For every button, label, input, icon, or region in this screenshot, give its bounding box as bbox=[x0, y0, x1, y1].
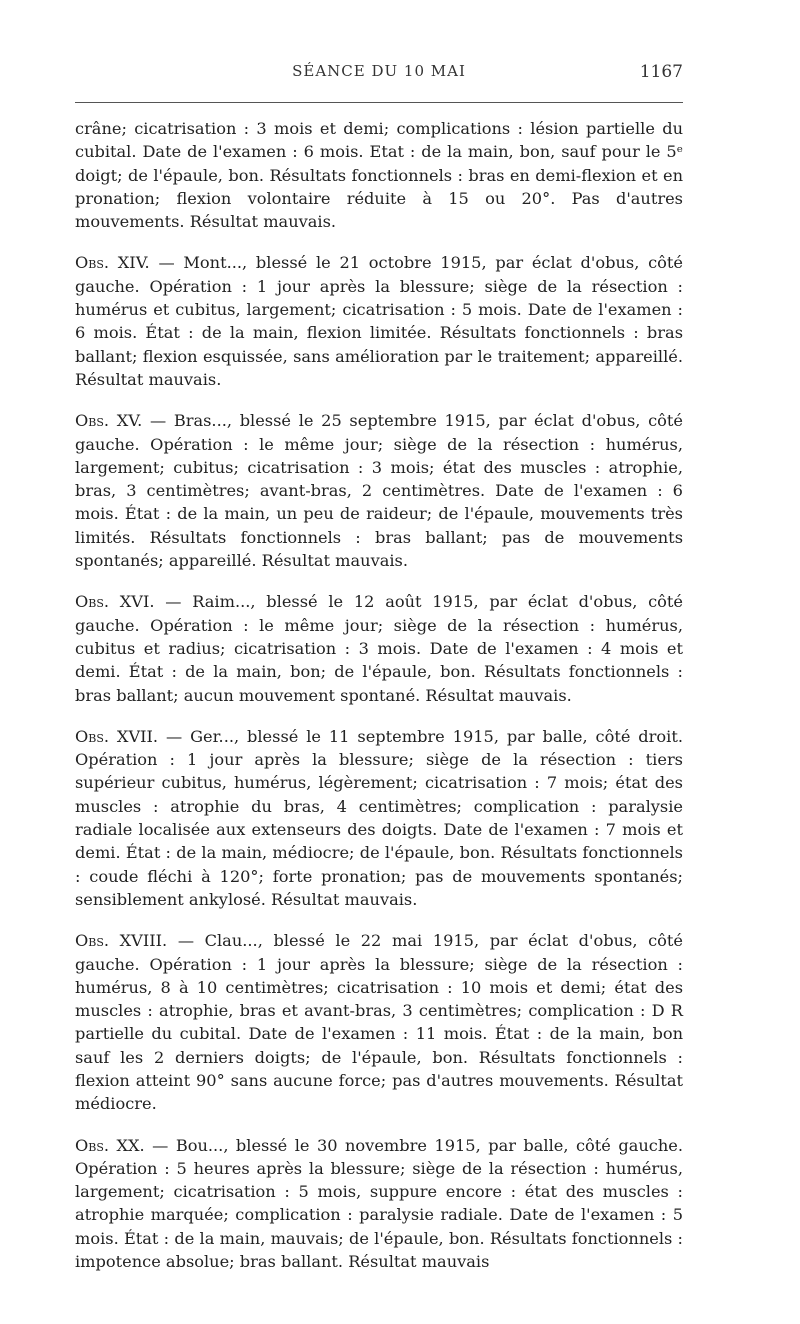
paragraph-text: crâne; cicatrisation : 3 mois et demi; complications : lésion partielle du cubital. Date de l'examen : 6 mois. Etat : de la main, bon, sauf pour le 5ᵉ doigt; de l'épaule, bon. Résultats fonctionnels : bras en demi-flexion et en pronation; flexion volontaire réduite à 15 ou 20°. Pas d'autres mouvements. Résultat mauvais. bbox=[75, 119, 683, 232]
observation-text: — Bras..., blessé le 25 septembre 1915, par éclat d'obus, côté gauche. Opération : le même jour; siège de la résection : humérus, largement; cubitus; cicatrisation : 3 mois; état des muscles : atrophie, bras, 3 centimètres; avant-bras, 2 centimètres. Date de l'examen : 6 mois. État : de la main, un peu de raideur; de l'épaule, mouvements très limités. Résultats fonctionnels : bras ballant; pas de mouvements spontanés; appareillé. Résultat mauvais. bbox=[75, 411, 683, 571]
observation-xv bbox=[75, 409, 683, 572]
body-text bbox=[75, 117, 683, 1291]
observation-xviii bbox=[75, 929, 683, 1115]
observation-text: — Raim..., blessé le 12 août 1915, par éclat d'obus, côté gauche. Opération : le même jour; siège de la résection : humérus, cubitus et radius; cicatrisation : 3 mois. Date de l'examen : 4 mois et demi. État : de la main, bon; de l'épaule, bon. Résultats fonctionnels : bras ballant; aucun mouvement spontané. Résultat mauvais. bbox=[75, 592, 684, 705]
page-number: 1167 bbox=[639, 62, 683, 82]
observation-xx bbox=[75, 1134, 683, 1274]
running-head bbox=[75, 62, 683, 86]
paragraph-continued bbox=[75, 117, 683, 233]
observation-label: Obs. XX. bbox=[75, 1135, 145, 1155]
observation-label: Obs. XVII. bbox=[75, 726, 159, 746]
observation-xvi bbox=[75, 590, 683, 706]
observation-text: — Mont..., blessé le 21 octobre 1915, par éclat d'obus, côté gauche. Opération : 1 jour après la blessure; siège de la résection : humérus et cubitus, largement; cicatrisation : 5 mois. Date de l'examen : 6 mois. État : de la main, flexion limitée. Résultats fonctionnels : bras ballant; flexion esquissée, sans amélioration par le traitement; appareillé. Résultat mauvais. bbox=[75, 253, 683, 389]
observation-text: — Clau..., blessé le 22 mai 1915, par éclat d'obus, côté gauche. Opération : 1 jour après la blessure; siège de la résection : humérus, 8 à 10 centimètres; cicatrisation : 10 mois et demi; état des muscles : atrophie, bras et avant-bras, 3 centimètres; complication : D R partielle du cubital. Date de l'examen : 11 mois. État : de la main, bon sauf les 2 derniers doigts; de l'épaule, bon. Résultats fonctionnels : flexion atteint 90° sans aucune force; pas d'autres mouvements. Résultat médiocre. bbox=[75, 931, 683, 1114]
observation-xvii bbox=[75, 725, 683, 911]
observation-text: — Bou..., blessé le 30 novembre 1915, par balle, côté gauche. Opération : 5 heures après la blessure; siège de la résection : humérus, largement; cicatrisation : 5 mois, suppure encore : état des muscles : atrophie marquée; complication : paralysie radiale. Date de l'examen : 5 mois. État : de la main, mauvais; de l'épaule, bon. Résultats fonctionnels : impotence absolue; bras ballant. Résultat mauvais bbox=[75, 1135, 683, 1272]
observation-label: Obs. XV. bbox=[75, 411, 143, 431]
observation-label: Obs. XVIII. bbox=[75, 931, 168, 951]
observation-xiv bbox=[75, 251, 683, 391]
observation-label: Obs. XVI. bbox=[75, 592, 155, 612]
running-title: SÉANCE DU 10 MAI bbox=[292, 62, 466, 80]
observation-text: — Ger..., blessé le 11 septembre 1915, par balle, côté droit. Opération : 1 jour après la blessure; siège de la résection : tiers supérieur cubitus, humérus, légèrement; cicatrisation : 7 mois; état des muscles : atrophie du bras, 4 centimètres; complication : paralysie radiale localisée aux extenseurs des doigts. Date de l'examen : 7 mois et demi. État : de la main, médiocre; de l'épaule, bon. Résultats fonctionnels : coude fléchi à 120°; forte pronation; pas de mouvements spontanés; sensiblement ankylosé. Résultat mauvais. bbox=[75, 726, 683, 909]
header-rule bbox=[75, 102, 683, 103]
observation-label: Obs. XIV. bbox=[75, 253, 150, 273]
